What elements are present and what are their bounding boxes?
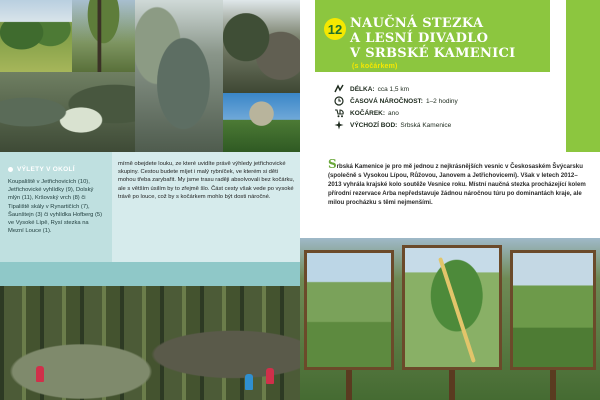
intro-paragraph	[328, 157, 590, 207]
nearby-trips-text: Koupaliště v Jetřichovicích (10), Jetřichovické vyhlídky (9), Dolský mlýn (11), Kršovský vrch (8) či Tipaliště skály v Rynartičích (7), Šaunštejn (3) či vyhlídka Hofberg (5) ve Vysoké Lípě, Rysí stezka na Mezní Louce (1).	[8, 179, 103, 235]
clock-icon	[334, 96, 344, 106]
info-start-value: Srbská Kamenice	[400, 121, 452, 129]
body-paragraph: mírně obejdete louku, ze které uvidíte právě výhledy jetřichovické skupiny. Cestou budete míjet i malý rybníček, ve kterém si děti mohou třeba zarybařit. My jsme trasu raději absolvovali bez kočárku, ale s větším úsilím by to zřejmě šlo. Část cesty však vede po vysoké trávě po louce, což by s kočárkem mohlo být dosti náročné.	[118, 161, 295, 200]
info-time-label: ČASOVÁ NÁROČNOST:	[350, 97, 423, 105]
board-post	[449, 368, 455, 400]
intro-text: rbská Kamenice je pro mě jednou z nejkrásnějších vesnic v Českosaském Švýcarsku (společně s Vysokou Lípou, Růžovou, Janovem a Jetřichovicemi). Však v letech 2012–2013 vyhrála krajské kolo soutěže Vesnice roku. Místní naučná stezka procházející kolem přírodní rezervace Arba nepředstavuje žádnou náročnou túru po dominantách kraje, ale milou procházku s těmi nejmenšími.	[328, 163, 586, 206]
band-bottom-strip	[0, 262, 300, 286]
route-number-badge: 12	[324, 18, 346, 40]
page-edge-strip	[566, 0, 600, 152]
nearby-trips-heading	[8, 166, 75, 173]
distance-icon	[334, 84, 344, 94]
route-title-line: A LESNÍ DIVADLO	[350, 31, 489, 46]
photo-forest-boulders	[0, 286, 300, 400]
board-post	[550, 368, 556, 400]
nearby-trips-heading-text: VÝLETY V OKOLÍ	[17, 166, 75, 173]
photo-sandstone-cliff	[135, 0, 223, 152]
info-length	[334, 84, 409, 94]
photo-meadow	[0, 0, 72, 72]
route-title-line: NAUČNÁ STEZKA	[350, 16, 484, 31]
photo-rock-gorge	[0, 72, 135, 152]
route-subtitle: (s kočárkem)	[352, 63, 398, 70]
info-stroller-value: ano	[388, 109, 399, 117]
info-board-right	[510, 250, 596, 370]
bullet-icon	[8, 167, 13, 172]
compass-icon	[334, 120, 344, 130]
info-stroller	[334, 108, 399, 118]
info-time-value: 1–2 hodiny	[425, 97, 458, 105]
photo-tree-trail	[72, 0, 135, 72]
info-time	[334, 96, 458, 106]
photo-rock-tower	[223, 93, 300, 152]
route-title-line: V SRBSKÉ KAMENICI	[350, 46, 516, 61]
child-figure	[266, 368, 274, 384]
info-length-value: cca 1,5 km	[377, 85, 409, 93]
drop-cap: S	[328, 157, 337, 171]
info-board-map	[402, 245, 502, 370]
info-stroller-label: KOČÁREK:	[350, 109, 386, 117]
stroller-icon	[334, 108, 344, 118]
route-title	[350, 16, 555, 61]
board-post	[346, 368, 352, 400]
info-start-label: VÝCHOZÍ BOD:	[350, 121, 398, 129]
child-figure	[245, 374, 253, 390]
info-board-left	[304, 250, 394, 370]
info-length-label: DÉLKA:	[350, 85, 375, 93]
photo-rock-path	[223, 0, 300, 93]
info-start	[334, 120, 451, 130]
child-figure	[36, 366, 44, 382]
